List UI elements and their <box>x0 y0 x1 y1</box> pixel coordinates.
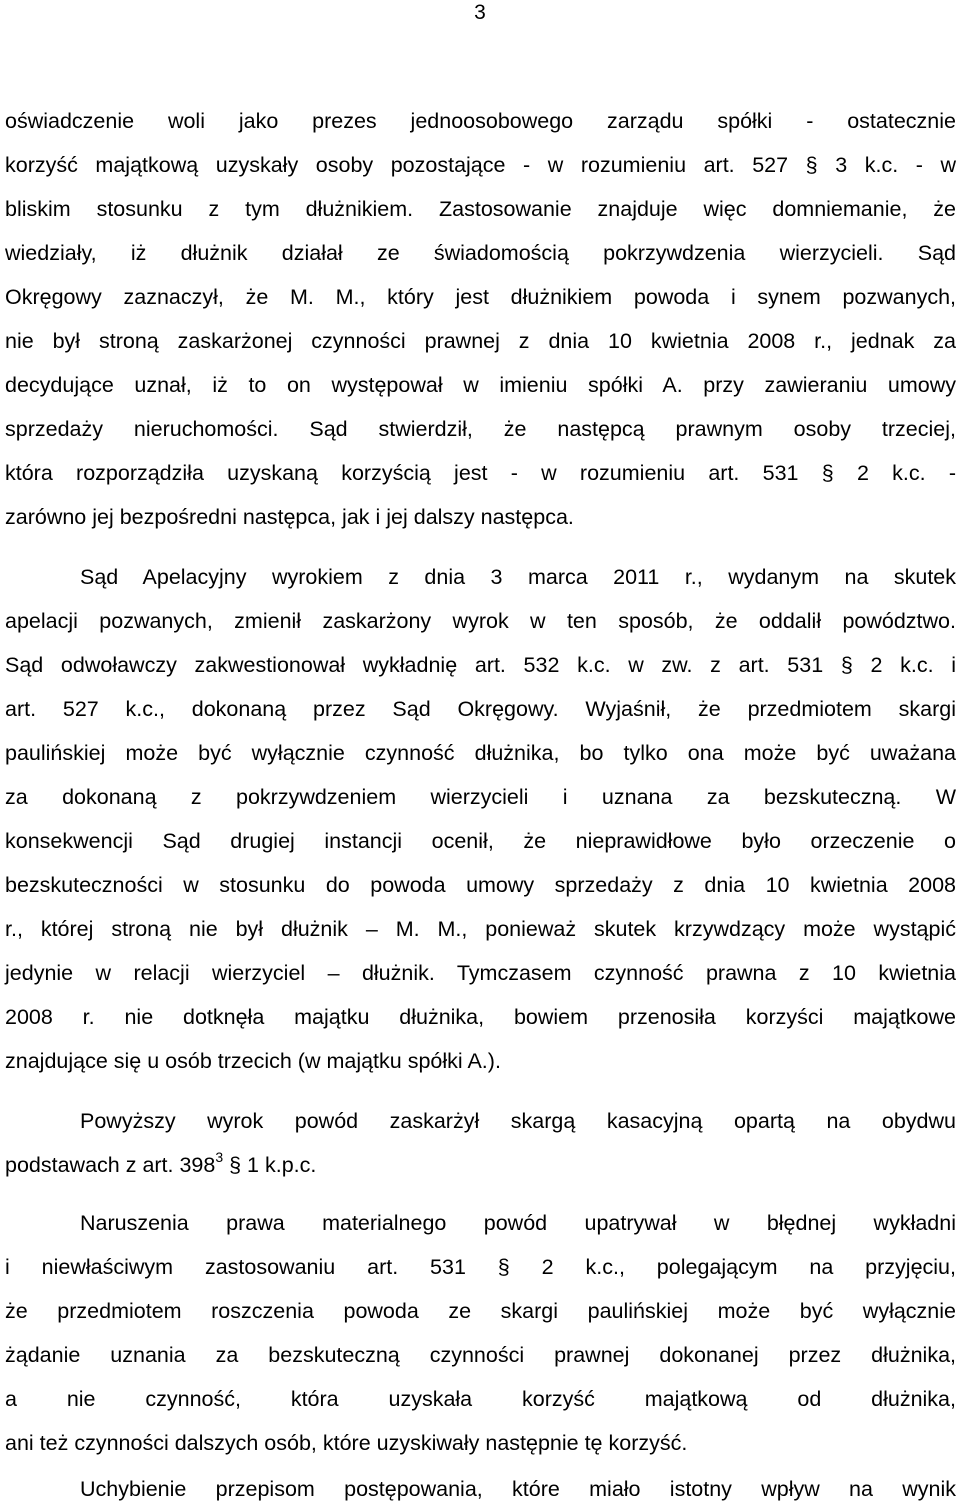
text-line: Sąd odwoławczy zakwestionował wykładnię art. 532 k.c. w zw. z art. 531 § 2 k.c. i <box>5 653 956 677</box>
text-line: która rozporządziła uzyskaną korzyścią jest - w rozumieniu art. 531 § 2 k.c. - <box>5 461 956 485</box>
text-line: Uchybienie przepisom postępowania, które miało istotny wpływ na wynik <box>80 1477 956 1501</box>
text-line: Naruszenia prawa materialnego powód upatrywał w błędnej wykładni <box>80 1211 956 1235</box>
text-line: art. 527 k.c., dokonaną przez Sąd Okręgowy. Wyjaśnił, że przedmiotem skargi <box>5 697 956 721</box>
text-line: jedynie w relacji wierzyciel – dłużnik. Tymczasem czynność prawna z 10 kwietnia <box>5 961 956 985</box>
text-line: zarówno jej bezpośredni następca, jak i jej dalszy następca. <box>5 505 574 529</box>
text-line: Sąd Apelacyjny wyrokiem z dnia 3 marca 2011 r., wydanym na skutek <box>80 565 956 589</box>
text-line: apelacji pozwanych, zmienił zaskarżony wyrok w ten sposób, że oddalił powództwo. <box>5 609 956 633</box>
text-line: sprzedaży nieruchomości. Sąd stwierdził, że następcą prawnym osoby trzeciej, <box>5 417 956 441</box>
text-segment: podstawach z art. 398 <box>5 1153 216 1177</box>
text-line: że przedmiotem roszczenia powoda ze skargi paulińskiej może być wyłącznie <box>5 1299 956 1323</box>
text-segment: § 1 k.p.c. <box>223 1153 317 1177</box>
text-line: 2008 r. nie dotknęła majątku dłużnika, bowiem przenosiła korzyści majątkowe <box>5 1005 956 1029</box>
text-line: bliskim stosunku z tym dłużnikiem. Zastosowanie znajduje więc domniemanie, że <box>5 197 956 221</box>
text-line: wiedziały, iż dłużnik działał ze świadomością pokrzywdzenia wierzycieli. Sąd <box>5 241 956 265</box>
text-line: nie był stroną zaskarżonej czynności prawnej z dnia 10 kwietnia 2008 r., jednak za <box>5 329 956 353</box>
text-line: Powyższy wyrok powód zaskarżył skargą kasacyjną opartą na obydwu <box>80 1109 956 1133</box>
text-line: ani też czynności dalszych osób, które uzyskiwały następnie tę korzyść. <box>5 1431 688 1455</box>
text-line: i niewłaściwym zastosowaniu art. 531 § 2 k.c., polegającym na przyjęciu, <box>5 1255 956 1279</box>
page-number: 3 <box>474 1 486 24</box>
text-line: znajdujące się u osób trzecich (w majątku spółki A.). <box>5 1049 501 1073</box>
superscript: 3 <box>215 1148 224 1165</box>
text-line: decydujące uznał, iż to on występował w imieniu spółki A. przy zawieraniu umowy <box>5 373 956 397</box>
text-line: konsekwencji Sąd drugiej instancji ocenił, że nieprawidłowe było orzeczenie o <box>5 829 956 853</box>
text-line: r., której stroną nie był dłużnik – M. M., ponieważ skutek krzywdzący może wystąpić <box>5 917 956 941</box>
text-line: za dokonaną z pokrzywdzeniem wierzycieli i uznana za bezskuteczną. W <box>5 785 956 809</box>
text-line: Okręgowy zaznaczył, że M. M., który jest dłużnikiem powoda i synem pozwanych, <box>5 285 956 309</box>
text-line: a nie czynność, która uzyskała korzyść majątkową od dłużnika, <box>5 1387 956 1411</box>
text-line: bezskuteczności w stosunku do powoda umowy sprzedaży z dnia 10 kwietnia 2008 <box>5 873 956 897</box>
text-line: oświadczenie woli jako prezes jednoosobowego zarządu spółki - ostatecznie <box>5 109 956 133</box>
text-line <box>5 1150 956 1180</box>
text-line: żądanie uznania za bezskuteczną czynności prawnej dokonanej przez dłużnika, <box>5 1343 956 1367</box>
text-line: korzyść majątkową uzyskały osoby pozostające - w rozumieniu art. 527 § 3 k.c. - w <box>5 153 956 177</box>
text-line: paulińskiej może być wyłącznie czynność dłużnika, bo tylko ona może być uważana <box>5 741 956 765</box>
